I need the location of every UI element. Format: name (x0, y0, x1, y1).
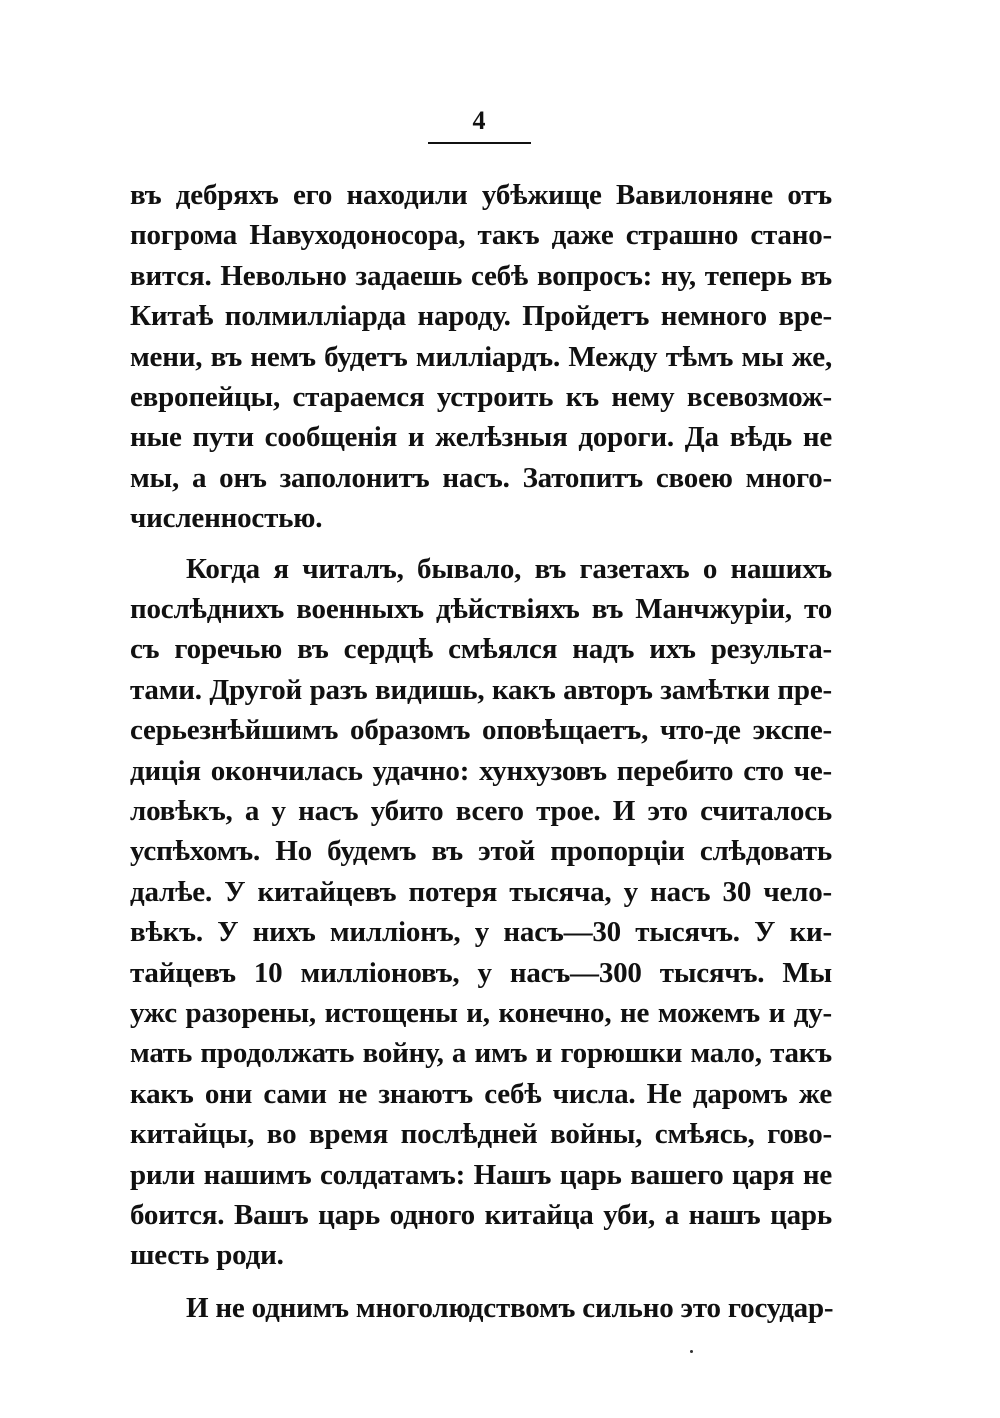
text-line: въ дебряхъ его находили убѣжище Вавилоняне отъ (130, 179, 832, 211)
text-line: ужс разорены, истощены и, конечно, не можемъ и ду- (130, 997, 832, 1029)
text-line: вится. Невольно задаешь себѣ вопросъ: ну, теперь въ (130, 259, 832, 292)
text-line: мени, въ немъ будетъ милліардъ. Между тѣмъ мы же, (130, 340, 832, 373)
text-line: диція окончилась удачно: хунхузовъ перебито сто че- (130, 754, 832, 787)
text-line: ные пути сообщенія и желѣзныя дороги. Да вѣдь не (130, 421, 832, 454)
text-line: численностью. (130, 502, 323, 535)
text-line: послѣднихъ военныхъ дѣйствіяхъ въ Манчжуріи, то (130, 593, 832, 625)
text-line: серьезнѣйшимъ образомъ оповѣщаетъ, что-де экспе- (130, 714, 832, 747)
text-line: вѣкъ. У нихъ милліонъ, у насъ—30 тысячъ. У ки- (130, 916, 832, 949)
text-line: китайцы, во время послѣдней войны, смѣясь, гово- (130, 1118, 832, 1151)
text-line: какъ они сами не знаютъ себѣ числа. Не даромъ же (130, 1077, 832, 1110)
text-line: успѣхомъ. Но будемъ въ этой пропорціи слѣдовать (130, 835, 832, 868)
text-line: далѣе. У китайцевъ потеря тысяча, у насъ 30 чело- (130, 875, 832, 908)
text-line: мы, а онъ заполонитъ насъ. Затопитъ своею много- (130, 461, 832, 494)
text-line: тайцевъ 10 милліоновъ, у насъ—300 тысячъ. Мы (130, 956, 832, 989)
text-line: погрома Навуходоносора, такъ даже страшно стано- (130, 219, 832, 252)
text-line: рили нашимъ солдатамъ: Нашъ царь вашего царя не (130, 1158, 832, 1191)
text-line: И не однимъ многолюдствомъ сильно это государ- (186, 1291, 834, 1324)
text-line: съ горечью въ сердцѣ смѣялся надъ ихъ результа- (130, 633, 832, 666)
text-line: боится. Вашъ царь одного китайца уби, а нашъ царь (130, 1199, 832, 1231)
page-number-rule (428, 142, 531, 144)
text-line: Когда я читалъ, бывало, въ газетахъ о нашихъ (186, 552, 832, 585)
text-line: европейцы, стараемся устроить къ нему всевозмож- (130, 381, 832, 413)
text-line: мать продолжать войну, а имъ и горюшки мало, такъ (130, 1037, 832, 1070)
scan-speck (690, 1350, 693, 1353)
text-line: тами. Другой разъ видишь, какъ авторъ замѣтки пре- (130, 673, 832, 706)
page-number: 4 (472, 106, 486, 135)
text-line: шесть роди. (130, 1239, 284, 1272)
text-line: ловѣкъ, а у насъ убито всего трое. И это считалось (130, 795, 832, 827)
text-line: Китаѣ полмилліарда народу. Пройдетъ немного вре- (130, 300, 832, 333)
